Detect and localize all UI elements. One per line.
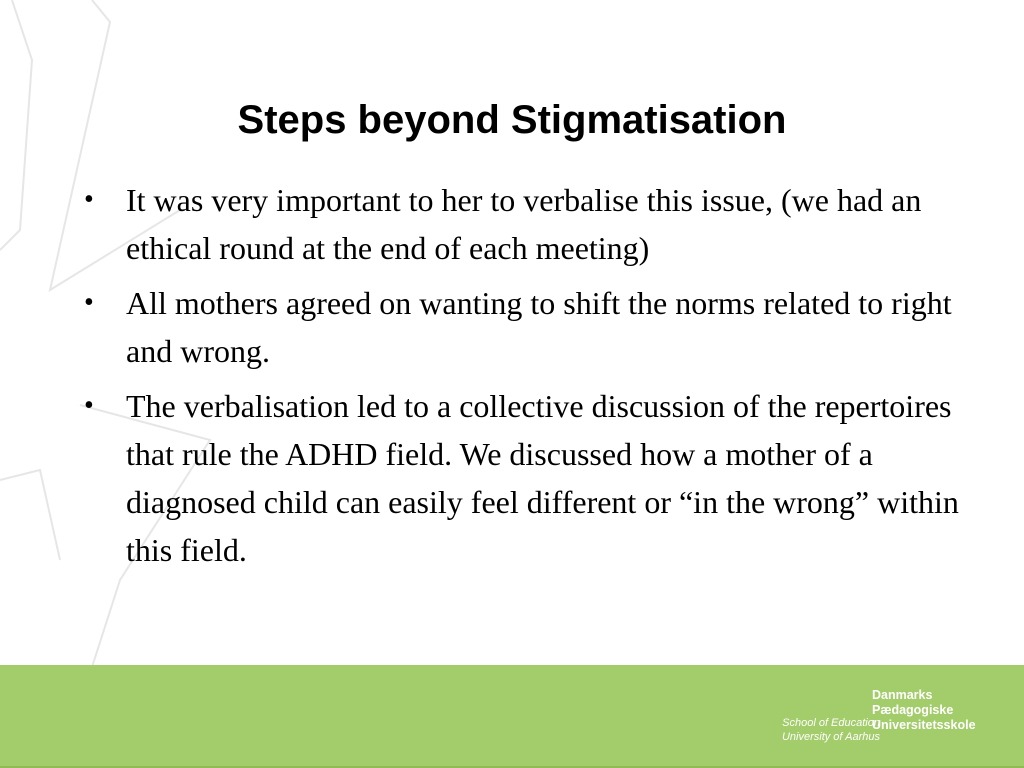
bullet-dot-icon: • xyxy=(84,184,94,215)
logo-line-3: Universitetsskole xyxy=(872,718,976,732)
bullet-text: All mothers agreed on wanting to shift the norms related to right and wrong. xyxy=(126,285,952,369)
school-line-2: University of Aarhus xyxy=(781,731,880,743)
logo-wordmark xyxy=(872,688,976,733)
logo-line-2: Pædagogiske xyxy=(872,703,954,717)
logo-line-1: Danmarks xyxy=(872,688,933,702)
institution-logo xyxy=(778,688,998,748)
school-name xyxy=(782,716,880,744)
bullet-dot-icon: • xyxy=(84,390,94,421)
bullet-item xyxy=(80,382,960,574)
slide-title: Steps beyond Stigmatisation xyxy=(237,98,787,142)
bullet-dot-icon: • xyxy=(84,287,94,318)
bullet-text: The verbalisation led to a collective discussion of the repertoires that rule the ADHD field. We discussed how a mother of a diagnosed child can easily feel different or “in the wrong” within this field. xyxy=(126,388,959,568)
bullet-item xyxy=(80,279,960,375)
bullet-list xyxy=(80,176,960,581)
school-line-1: School of Education xyxy=(782,717,880,729)
bullet-item xyxy=(80,176,960,272)
bullet-text: It was very important to her to verbalise this issue, (we had an ethical round at the end of each meeting) xyxy=(126,182,922,266)
